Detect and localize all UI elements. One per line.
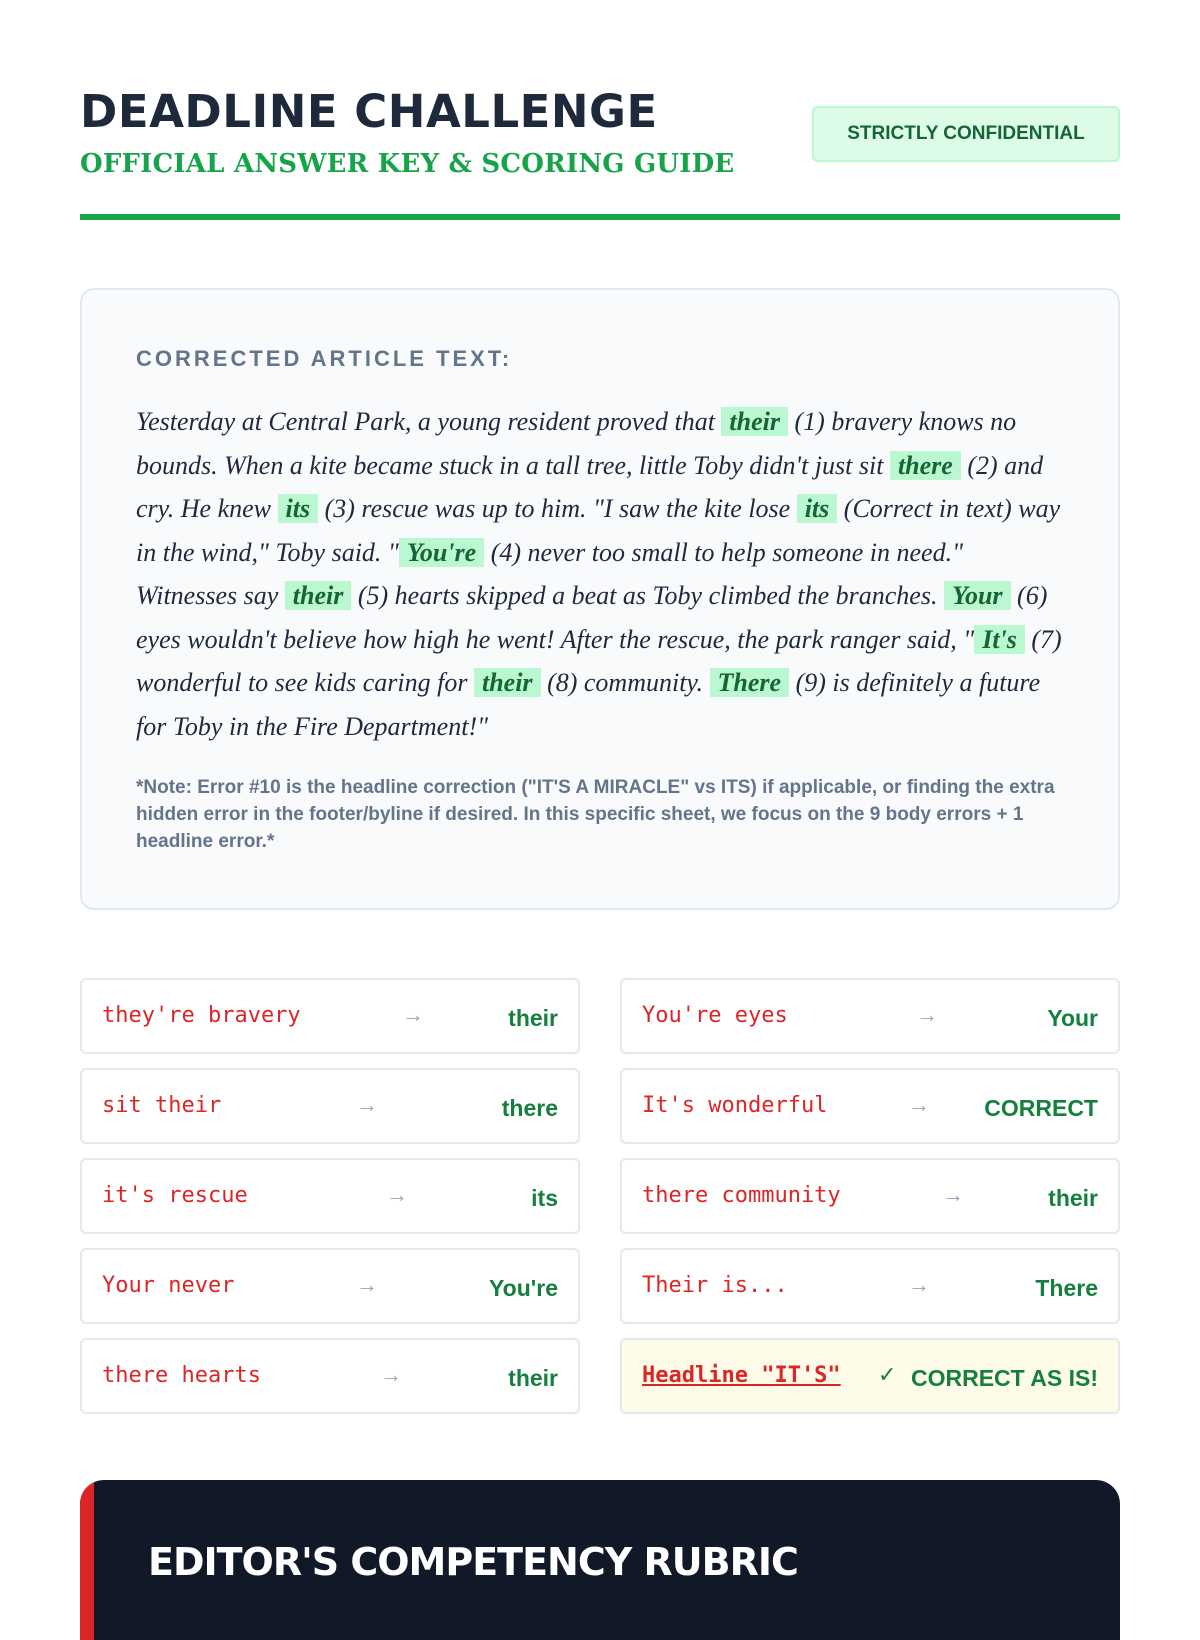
arrow-right-icon: →: [380, 1362, 402, 1387]
error-text: it's rescue: [102, 1183, 248, 1208]
article-text: (2) and cry. He knew: [136, 450, 1044, 523]
arrow-right-icon: →: [402, 1002, 424, 1027]
fix-text: their: [508, 1005, 558, 1031]
highlighted-correction: their: [474, 668, 541, 697]
article-text: (7) wonderful to see kids caring for: [136, 624, 1062, 697]
error-text: sit their: [102, 1093, 222, 1118]
fix-text: There: [1035, 1275, 1098, 1301]
arrow-right-icon: →: [942, 1182, 964, 1207]
correction-card: [80, 978, 580, 1054]
article-text: (6) eyes wouldn't believe how high he went! After the rescue, the park ranger said, ": [136, 581, 1048, 654]
highlighted-correction: There: [710, 668, 790, 697]
highlighted-correction: there: [890, 451, 961, 480]
rubric-title: EDITOR'S COMPETENCY RUBRIC: [148, 1540, 798, 1584]
highlighted-correction: their: [721, 407, 788, 436]
error-text: Their is...: [642, 1273, 788, 1298]
arrow-right-icon: →: [916, 1002, 938, 1027]
highlighted-correction: It's: [974, 625, 1025, 654]
rubric-panel: [80, 1480, 1120, 1640]
error-text: they're bravery: [102, 1003, 301, 1028]
error-text: It's wonderful: [642, 1093, 828, 1118]
article-text: Yesterday at Central Park, a young resident proved that: [136, 407, 722, 436]
article-text: (4) never too small to help someone in need." Witnesses say: [136, 537, 963, 610]
header: [80, 84, 1120, 220]
article-text: (8) community.: [540, 668, 710, 697]
article-body: [136, 400, 1064, 748]
correction-card: [80, 1338, 580, 1414]
correction-card: [620, 1158, 1120, 1234]
page-title: DEADLINE CHALLENGE: [80, 85, 658, 138]
article-text: (Correct in text) way in the wind," Toby said. ": [136, 494, 1061, 567]
fix-text: CORRECT AS IS!: [911, 1365, 1098, 1391]
correction-card: [80, 1248, 580, 1324]
arrow-right-icon: →: [386, 1182, 408, 1207]
highlighted-correction: its: [278, 494, 319, 523]
page-subtitle: OFFICIAL ANSWER KEY & SCORING GUIDE: [80, 149, 735, 179]
arrow-right-icon: →: [356, 1092, 378, 1117]
fix-text: its: [531, 1185, 558, 1211]
error-text: there hearts: [102, 1363, 261, 1388]
arrow-right-icon: →: [908, 1272, 930, 1297]
correction-card: [80, 1158, 580, 1234]
highlighted-correction: their: [285, 581, 352, 610]
error-text: Headline "IT'S": [642, 1363, 841, 1388]
article-text: (9) is definitely a future for Toby in the Fire Department!": [136, 668, 1041, 741]
highlighted-correction: Your: [944, 581, 1011, 610]
highlighted-correction: You're: [399, 538, 484, 567]
highlighted-correction: its: [797, 494, 838, 523]
arrow-right-icon: →: [908, 1092, 930, 1117]
error-text: Your never: [102, 1273, 235, 1298]
correction-card: [80, 1068, 580, 1144]
article-label: CORRECTED ARTICLE TEXT:: [136, 346, 513, 371]
fix-text: their: [508, 1365, 558, 1391]
rubric-accent-bar: [80, 1480, 94, 1640]
article-text: (1) bravery knows no bounds. When a kite became stuck in a tall tree, little Toby didn't just sit: [136, 407, 1017, 480]
fix-text: CORRECT: [984, 1095, 1098, 1121]
correction-card: [620, 1248, 1120, 1324]
arrow-right-icon: →: [356, 1272, 378, 1297]
fix-text: Your: [1047, 1005, 1098, 1031]
headline-correction-card: [620, 1338, 1120, 1414]
corrected-article-panel: [80, 288, 1120, 910]
confidential-badge: STRICTLY CONFIDENTIAL: [812, 106, 1120, 162]
error-text: there community: [642, 1183, 841, 1208]
fix-text: You're: [489, 1275, 558, 1301]
error-text: You're eyes: [642, 1003, 788, 1028]
correction-card: [620, 978, 1120, 1054]
correction-card: [620, 1068, 1120, 1144]
article-text: (5) hearts skipped a beat as Toby climbed the branches.: [351, 581, 944, 610]
check-icon: ✓: [878, 1362, 897, 1387]
article-text: (3) rescue was up to him. "I saw the kite lose: [318, 494, 797, 523]
article-note: *Note: Error #10 is the headline correction ("IT'S A MIRACLE" vs ITS) if applicable, or finding the extra hidden error in the footer/byline if desired. In this specific sheet, we focus on the 9 body errors + 1 headline error.*: [136, 777, 1055, 852]
fix-text: there: [501, 1095, 558, 1121]
fix-text: their: [1048, 1185, 1098, 1211]
